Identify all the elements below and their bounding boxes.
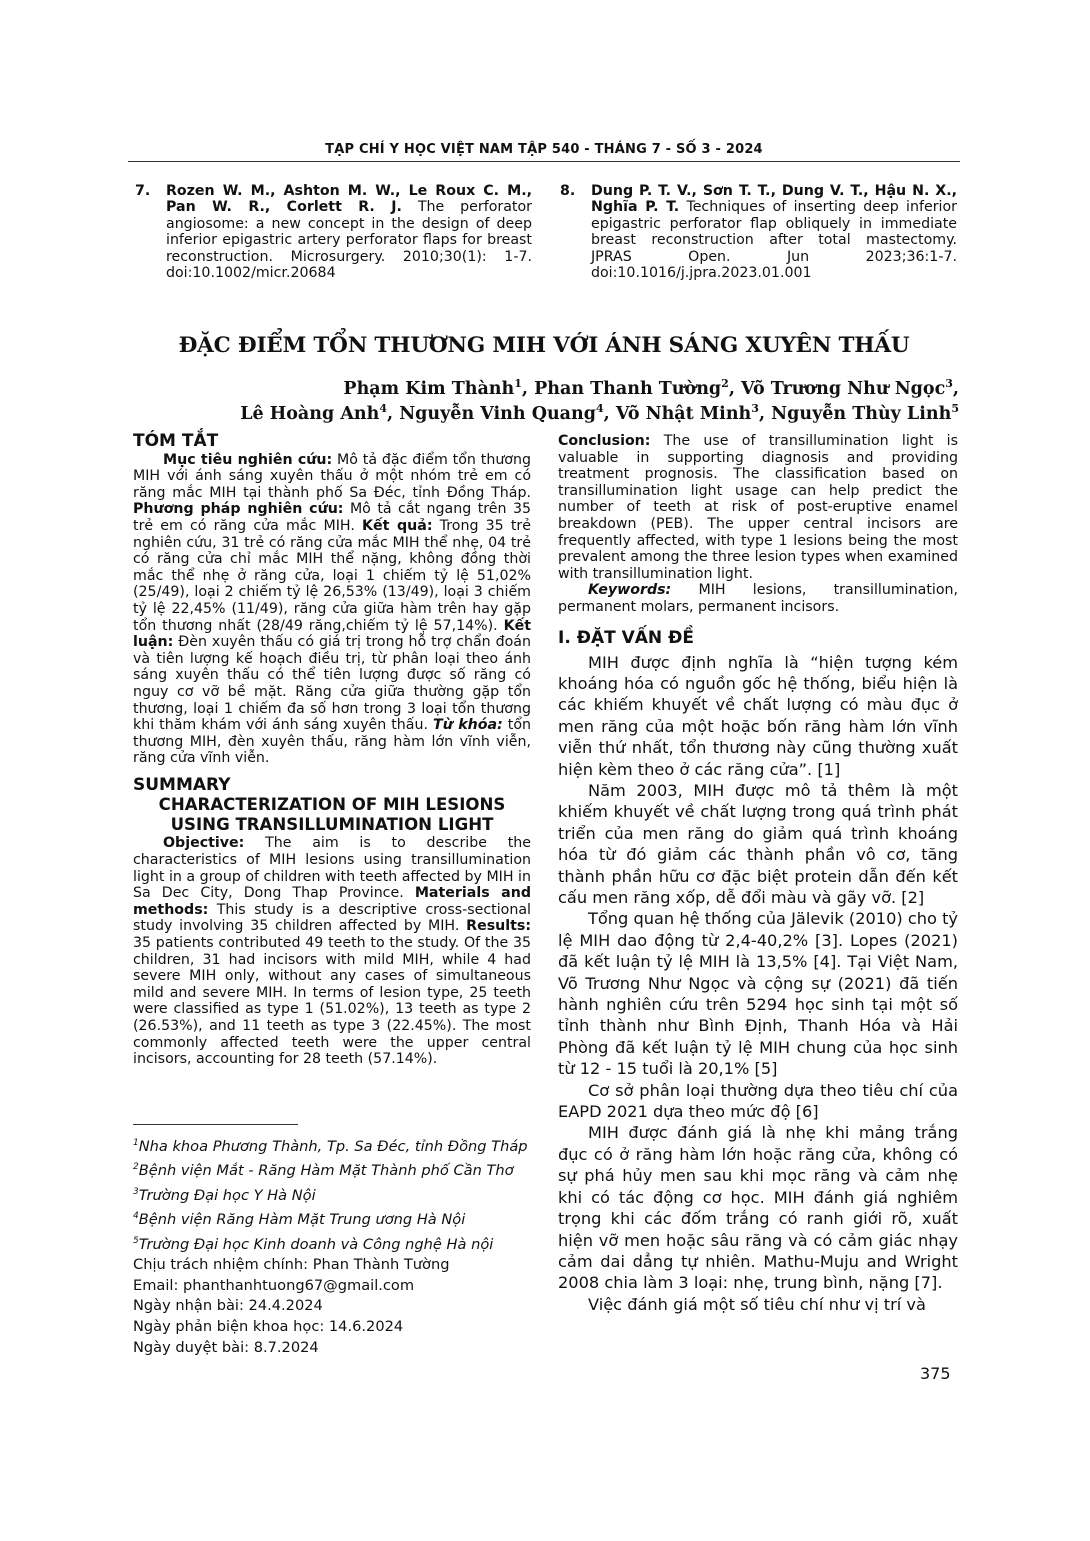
summary-heading: SUMMARY <box>133 774 231 795</box>
date-received: Ngày nhận bài: 24.4.2024 <box>133 1297 323 1315</box>
header-rule <box>128 161 960 162</box>
tomtat-abstract <box>133 452 531 767</box>
author-name: Võ Nhật Minh <box>615 403 752 424</box>
summary-abstract <box>133 835 531 1067</box>
email: Email: phanthanhtuong67@gmail.com <box>133 1276 415 1294</box>
results-text: 35 patients contributed 49 teeth to the study. Of the 35 children, 31 had incisors with mild MIH, while 4 had severe MIH only, without any cases of simultaneous mild and severe MIH. In terms of lesion type, 25 teeth were classified as type 1 (51.02%), 13 teeth as type 2 (26.53%), and 11 teeth as type 3 (22.45%). The most commonly affected teeth were the upper central incisors, accounting for 28 teeth (57.14%). <box>133 935 531 1068</box>
objective-label: Objective: <box>163 835 245 852</box>
reference-number: 7. <box>135 183 151 199</box>
affiliation-line <box>133 1133 533 1157</box>
summary-title-line: CHARACTERIZATION OF MIH LESIONS <box>158 795 506 815</box>
results-text: Trong 35 trẻ nghiên cứu, 31 trẻ có răng cửa mắc MIH thể nhẹ, 04 trẻ có răng cửa chỉ mắc MIH thể nặng, không đồng thời mắc thể nhẹ ở răng cửa, loại 1 chiếm tỷ lệ 51,02% (25/49), loại 2 chiếm tỷ lệ 26,53% (13/49), loại 3 chiếm tỷ lệ 22,45% (11/49), răng cửa giữa hàm trên hay gặp tổn thương nhất (28/49 răng,chiếm tỷ lệ 57,14%). <box>133 517 531 634</box>
author-affiliation-mark: 2 <box>721 377 729 390</box>
page-number: 375 <box>920 1364 951 1383</box>
footnotes <box>133 1133 533 1358</box>
author-affiliation-mark: 4 <box>596 402 604 415</box>
affiliation-mark: 2 <box>133 1162 139 1173</box>
objective-label: Mục tiêu nghiên cứu: <box>163 451 333 468</box>
reference-authors: Dung P. T. V., Sơn T. T., Dung V. T., Hậu N. X., Nghĩa P. T. <box>591 183 957 216</box>
author-name: Phạm Kim Thành <box>343 378 515 399</box>
conclusion-label: Conclusion: <box>558 433 651 449</box>
methods-text: This study is a descriptive cross-sectional study involving 35 children affected by MIH. <box>133 901 531 935</box>
journal-header: TẠP CHÍ Y HỌC VIỆT NAM TẬP 540 - THÁNG 7 - SỐ 3 - 2024 <box>325 142 763 157</box>
author-name: Nguyễn Thùy Linh <box>771 403 952 424</box>
affiliation-text: Nha khoa Phương Thành, Tp. Sa Đéc, tỉnh Đồng Tháp <box>138 1137 528 1155</box>
affiliation-mark: 3 <box>133 1186 139 1197</box>
author-affiliation-mark: 5 <box>951 402 959 415</box>
author-line-1: Phạm Kim Thành$^1$, Phan Thanh Tường$^2$, Võ Trương Như Ngọc$^3$, <box>343 377 959 399</box>
summary-keywords <box>558 582 958 615</box>
paragraph: Tổng quan hệ thống của Jälevik (2010) cho tỷ lệ MIH dao động từ 2,4-40,2% [3]. Lopes (2021) đã kết luận tỷ lệ MIH là 13,5% [4]. Tại Việt Nam, Võ Trương Như Ngọc và cộng sự (2021) đã tiến hành nghiên cứu trên 5294 học sinh tại một số tỉnh thành như Bình Định, Thanh Hóa và Hải Phòng đã kết luận tỷ lệ MIH chung của học sinh từ 12 - 15 tuổi là 20,1% [5] <box>558 909 958 1079</box>
tomtat-heading: TÓM TẮT <box>133 431 219 451</box>
reference-text: The perforator angiosome: a new concept in the design of deep inferior epigastric artery perforator flaps for breast reconstruction. Microsurgery. 2010;30(1): 1-7. doi:10.1002/micr.20684 <box>166 199 532 282</box>
affiliation-line <box>133 1231 533 1255</box>
affiliation-mark: 4 <box>133 1211 139 1222</box>
date-reviewed: Ngày phản biện khoa học: 14.6.2024 <box>133 1318 404 1336</box>
reference-text: Techniques of inserting deep inferior epigastric perforator flap obliquely in immediate breast reconstruction after total mastectomy. JPRAS Open. Jun 2023;36:1-7. doi:10.1016/j.jpra.2023.01.001 <box>591 199 957 282</box>
article-title: ĐẶC ĐIỂM TỔN THƯƠNG MIH VỚI ÁNH SÁNG XUYÊN THẤU <box>178 333 910 358</box>
results-label: Results: <box>466 918 531 935</box>
summary-title-line: USING TRANSILLUMINATION LIGHT <box>170 815 494 835</box>
keywords-label: Từ khóa: <box>433 717 503 734</box>
affiliation-text: Trường Đại học Kinh doanh và Công nghệ Hà nội <box>138 1235 494 1253</box>
methods-label: Phương pháp nghiên cứu: <box>133 501 344 518</box>
author-name: Phan Thanh Tường <box>534 378 722 399</box>
summary-abstract-continued <box>558 433 958 582</box>
paragraph: MIH được đánh giá là nhẹ khi mảng trắng đục có ở răng hàm lớn hoặc răng cửa, không có sự phá hủy men sau khi mọc răng và cảm nhẹ khi có tác động cơ học. MIH đánh giá nghiêm trọng khi các đốm trắng có ranh giới rõ, xuất hiện vỡ men hoặc sâu răng và có cảm giác nhạy cảm dai dẳng tự nhiên. Mathu-Muju and Wright 2008 chia làm 3 loại: nhẹ, trung bình, nặng [7]. <box>558 1123 958 1293</box>
author-name: Võ Trương Như Ngọc <box>741 378 946 399</box>
conclusion-label: Kết luận: <box>133 617 531 651</box>
author-line-2: Lê Hoàng Anh$^4$, Nguyễn Vinh Quang$^4$, Võ Nhật Minh$^3$, Nguyễn Thùy Linh$^5$ <box>240 402 959 424</box>
affiliation-text: Bệnh viện Mắt - Răng Hàm Mặt Thành phố Cần Thơ <box>138 1162 514 1180</box>
paragraph: Năm 2003, MIH được mô tả thêm là một khiếm khuyết về chất lượng trong quá trình phát triển của men răng do giảm quá trình khoáng hóa từ đó giảm các thành phần vô cơ, tăng thành phần hữu cơ đặc biệt protein dẫn đến kết cấu men răng xốp, dễ đổi màu và gãy vỡ. [2] <box>558 780 958 907</box>
affiliation-mark: 1 <box>133 1138 139 1148</box>
reference-8 <box>560 183 957 281</box>
objective-text: Mô tả đặc điểm tổn thương MIH với ánh sáng xuyên thấu ở một nhóm trẻ em có răng mắc MIH tại thành phố Sa Đéc, tỉnh Đồng Tháp. <box>133 451 531 501</box>
section-heading: I. ĐẶT VẤN ĐỀ <box>558 627 694 648</box>
keywords-text: tổn thương MIH, đèn xuyên thấu, răng hàm lớn vĩnh viễn, răng cửa vĩnh viễn. <box>133 717 532 767</box>
author-name: Nguyễn Vinh Quang <box>399 403 596 424</box>
affiliation-text: Bệnh viện Răng Hàm Mặt Trung ương Hà Nội <box>138 1211 466 1229</box>
responsible-author: Chịu trách nhiệm chính: Phan Thành Tường <box>133 1256 450 1274</box>
paragraph: Cơ sở phân loại thường dựa theo tiêu chí của EAPD 2021 dựa theo mức độ [6] <box>558 1080 958 1122</box>
methods-label: Materials and methods: <box>133 885 531 918</box>
keywords-label: Keywords: <box>588 582 672 599</box>
footnote-rule <box>133 1124 298 1125</box>
affiliation-line <box>133 1206 533 1230</box>
affiliation-text: Trường Đại học Y Hà Nội <box>138 1186 316 1204</box>
section-body <box>558 652 958 1316</box>
author-affiliation-mark: 3 <box>945 377 953 390</box>
summary-title <box>133 795 531 835</box>
methods-text: Mô tả cắt ngang trên 35 trẻ em có răng cửa mắc MIH. <box>133 501 532 534</box>
affiliation-line <box>133 1157 533 1181</box>
right-column <box>558 433 958 1315</box>
results-label: Kết quả: <box>362 517 433 534</box>
conclusion-text: The use of transillumination light is valuable in supporting diagnosis and providing treatment prognosis. The classification based on transillumination light usage can help predict the number of teeth at risk of post-eruptive enamel breakdown (PEB). The upper central incisors are frequently affected, with type 1 lesions being the most prevalent among the three lesion types when examined with transillumination light. <box>558 433 958 582</box>
date-approved: Ngày duyệt bài: 8.7.2024 <box>133 1338 319 1356</box>
author-affiliation-mark: 4 <box>379 402 387 415</box>
objective-text: The aim is to describe the characteristics of MIH lesions using transillumination light in a group of children with teeth affected by MIH in Sa Dec City, Dong Thap Province. <box>133 835 531 902</box>
author-name: Lê Hoàng Anh <box>240 403 380 424</box>
keywords-text: MIH lesions, transillumination, permanent molars, permanent incisors. <box>558 582 958 615</box>
left-column <box>133 433 531 1068</box>
paragraph: MIH được định nghĩa là “hiện tượng kém khoáng hóa có nguồn gốc hệ thống, biểu hiện là các khiếm khuyết về chất lượng có màu đục ở men răng của một hoặc bốn răng hàm lớn vĩnh viễn thứ nhất, tổn thương này cũng thường xuất hiện kèm theo ở các răng cửa”. [1] <box>558 652 958 779</box>
reference-number: 8. <box>560 183 576 199</box>
conclusion-text: Đèn xuyên thấu có giá trị trong hỗ trợ chẩn đoán và tiên lượng kế hoạch điều trị, từ phân loại theo ánh sáng xuyên thấu có thể tiên lượng được số răng có nguy cơ vỡ bề mặt. Răng cửa giữa thường gặp tổn thương, loại 1 chiếm đa số hơn trong 3 loại tổn thương khi thăm khám với ánh sáng xuyên thấu. <box>133 634 531 734</box>
paragraph: Việc đánh giá một số tiêu chí như vị trí và <box>588 1294 926 1314</box>
reference-7 <box>135 183 532 281</box>
author-affiliation-mark: 3 <box>751 402 759 415</box>
author-affiliation-mark: 1 <box>514 377 522 390</box>
reference-authors: Rozen W. M., Ashton M. W., Le Roux C. M., Pan W. R., Corlett R. J. <box>166 183 532 216</box>
affiliation-mark: 5 <box>133 1235 139 1246</box>
affiliation-line <box>133 1182 533 1206</box>
